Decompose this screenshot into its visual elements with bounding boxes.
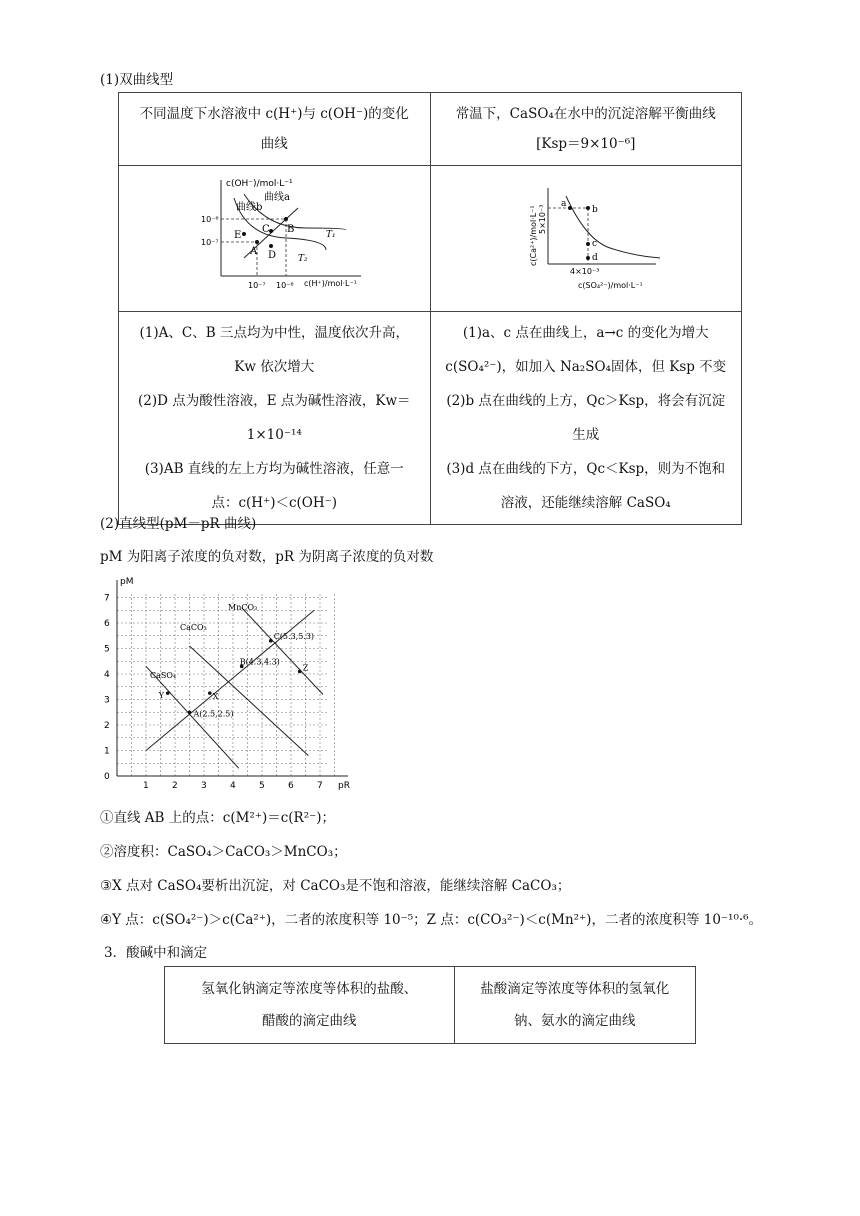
mnco3-label: MnCO₃: [228, 603, 258, 612]
y-tick: 4: [104, 670, 110, 680]
y-tick-labels: [104, 594, 110, 783]
x-tick: 1: [143, 781, 149, 791]
right-header-line1: 常温下，CaSO₄在水中的沉淀溶解平衡曲线: [455, 106, 716, 122]
section2-intro: pM 为阳离子浓度的负对数，pR 为阴离子浓度的负对数: [100, 549, 434, 565]
x-tick: 2: [172, 781, 178, 791]
y-tick: 0: [104, 772, 110, 782]
y-axis-label: c(OH⁻)/mol·L⁻¹: [226, 179, 293, 189]
left-note-2: Kw 依次增大: [234, 359, 315, 375]
t2-label: T₂: [298, 254, 308, 264]
x-tick: 3: [201, 781, 207, 791]
y-tick-1e-6: 10⁻⁶: [201, 215, 219, 224]
point-label: X: [212, 692, 219, 702]
point-label: Y: [158, 691, 165, 701]
point-label: Z: [302, 663, 309, 673]
data-point: [188, 710, 192, 714]
y-axis-label: pM: [120, 577, 134, 587]
section3-heading: 3．酸碱中和滴定: [104, 945, 208, 961]
label-a: A: [250, 246, 258, 257]
bullet-2: ②溶度积：CaSO₄＞CaCO₃＞MnCO₃；: [100, 844, 347, 860]
point-b: [284, 217, 288, 221]
y-tick: 2: [104, 721, 110, 731]
hyperbola-table: [118, 92, 742, 525]
y-axis-label: c(Ca²⁺)/mol·L⁻¹: [528, 205, 538, 266]
left-header-line1: 不同温度下水溶液中 c(H⁺)与 c(OH⁻)的变化: [139, 106, 409, 122]
titration-right-line2: 钠、氨水的滴定曲线: [514, 1013, 636, 1029]
point-c: [586, 242, 590, 246]
right-note-2: c(SO₄²⁻)，如加入 Na₂SO₄固体，但 Ksp 不变: [445, 359, 727, 375]
point-d: [586, 256, 590, 260]
label-d: d: [591, 253, 598, 263]
solubility-curve: [566, 196, 660, 258]
point-label: C(5.3,5.3): [273, 631, 315, 641]
label-c: c: [591, 239, 597, 249]
data-point: [166, 691, 170, 695]
point-d: [269, 244, 273, 248]
t1-label: T₁: [326, 230, 336, 240]
section1-heading: (1)双曲线型: [100, 72, 174, 88]
right-note-6: 溶液，还能继续溶解 CaSO₄: [500, 495, 671, 511]
y-tick-1e-7: 10⁻⁷: [201, 238, 219, 247]
titration-left-line1: 氢氧化钠滴定等浓度等体积的盐酸、: [201, 981, 418, 997]
x-axis-label: c(SO₄²⁻)/mol·L⁻¹: [577, 281, 643, 290]
label-a: a: [560, 199, 567, 209]
curve-a-label: 曲线a: [264, 192, 291, 203]
water-ionization-figure: [126, 166, 422, 300]
titration-right-line1: 盐酸滴定等浓度等体积的氢氧化: [480, 981, 670, 997]
x-tick-1e-7: 10⁻⁷: [248, 281, 266, 290]
point-label: A(2.5,2.5): [193, 709, 234, 719]
x-tick-1e-6: 10⁻⁶: [276, 281, 294, 290]
label-e: E: [234, 230, 242, 241]
data-point: [208, 691, 212, 695]
point-e: [242, 232, 246, 236]
right-header-line2: [Ksp＝9×10⁻⁶]: [536, 136, 636, 152]
left-header-line2: 曲线: [260, 136, 288, 152]
caso4-label: CaSO₄: [150, 671, 177, 680]
label-b: b: [591, 205, 598, 215]
label-b: B: [287, 224, 295, 235]
pm-pr-chart: [100, 574, 370, 796]
right-header-cell: [430, 93, 742, 166]
left-note-5: (3)AB 直线的左上方均为碱性溶液，任意一: [144, 461, 404, 477]
y-tick: 1: [104, 746, 110, 757]
label-c: C: [262, 224, 270, 235]
x-tick: 7: [317, 781, 323, 791]
y-tick: 5: [104, 644, 110, 655]
y-tick: 3: [104, 695, 110, 706]
point-a: [568, 206, 572, 210]
data-point: [298, 670, 302, 674]
y-tick: 7: [104, 593, 110, 604]
x-tick: 4×10⁻³: [569, 267, 600, 276]
left-note-6: 点：c(H⁺)＜c(OH⁻): [211, 495, 338, 511]
titration-left-cell: [165, 967, 455, 1044]
x-tick: 4: [230, 781, 236, 791]
point-b: [586, 206, 590, 210]
caco3-label: CaCO₃: [180, 623, 207, 632]
y-tick: 5×10⁻³: [537, 204, 547, 234]
x-axis-label: c(H⁺)/mol·L⁻¹: [304, 279, 358, 288]
right-note-3: (2)b 点在曲线的上方，Qc＞Ksp，将会有沉淀: [446, 393, 726, 409]
right-note-4: 生成: [572, 427, 600, 443]
left-note-1: (1)A、C、B 三点均为中性，温度依次升高，: [139, 325, 409, 341]
right-figure-cell: [430, 166, 742, 312]
titration-table: [164, 966, 696, 1044]
caso4-solubility-figure: [438, 166, 734, 300]
left-figure-cell: [119, 166, 431, 312]
bullet-1: ①直线 AB 上的点：c(M²⁺)＝c(R²⁻)；: [100, 810, 336, 826]
x-tick-labels: [143, 781, 323, 791]
x-tick: 6: [288, 781, 294, 791]
section2-heading: (2)直线型(pM－pR 曲线): [100, 516, 257, 532]
bullet-3: ③X 点对 CaSO₄要析出沉淀，对 CaCO₃是不饱和溶液，能继续溶解 CaCO₃；: [100, 878, 571, 894]
titration-right-cell: [454, 967, 695, 1044]
right-note-5: (3)d 点在曲线的下方，Qc＜Ksp，则为不饱和: [446, 461, 726, 477]
mnco3-line: [239, 608, 323, 695]
left-note-3: (2)D 点为酸性溶液，E 点为碱性溶液，Kw＝: [137, 393, 411, 409]
bullet-4: ④Y 点：c(SO₄²⁻)＞c(Ca²⁺)，二者的浓度积等 10⁻⁵；Z 点：c(CO₃²⁻)＜c(Mn²⁺)，二者的浓度积等 10⁻¹⁰·⁶。: [100, 912, 763, 928]
point-a: [255, 240, 259, 244]
curve-b-label: 曲线b: [236, 202, 263, 213]
data-point: [269, 639, 273, 643]
left-notes-cell: [119, 312, 431, 525]
right-notes-cell: [430, 312, 742, 525]
left-header-cell: [119, 93, 431, 166]
left-note-4: 1×10⁻¹⁴: [246, 427, 302, 443]
titration-left-line2: 醋酸的滴定曲线: [262, 1013, 357, 1029]
x-axis-label: pR: [338, 781, 350, 791]
y-tick: 6: [104, 619, 110, 629]
x-tick: 5: [259, 781, 265, 791]
label-d: D: [268, 250, 277, 261]
right-note-1: (1)a、c 点在曲线上，a→c 的变化为增大: [462, 325, 709, 341]
point-label: B(4.3,4.3): [239, 657, 280, 667]
